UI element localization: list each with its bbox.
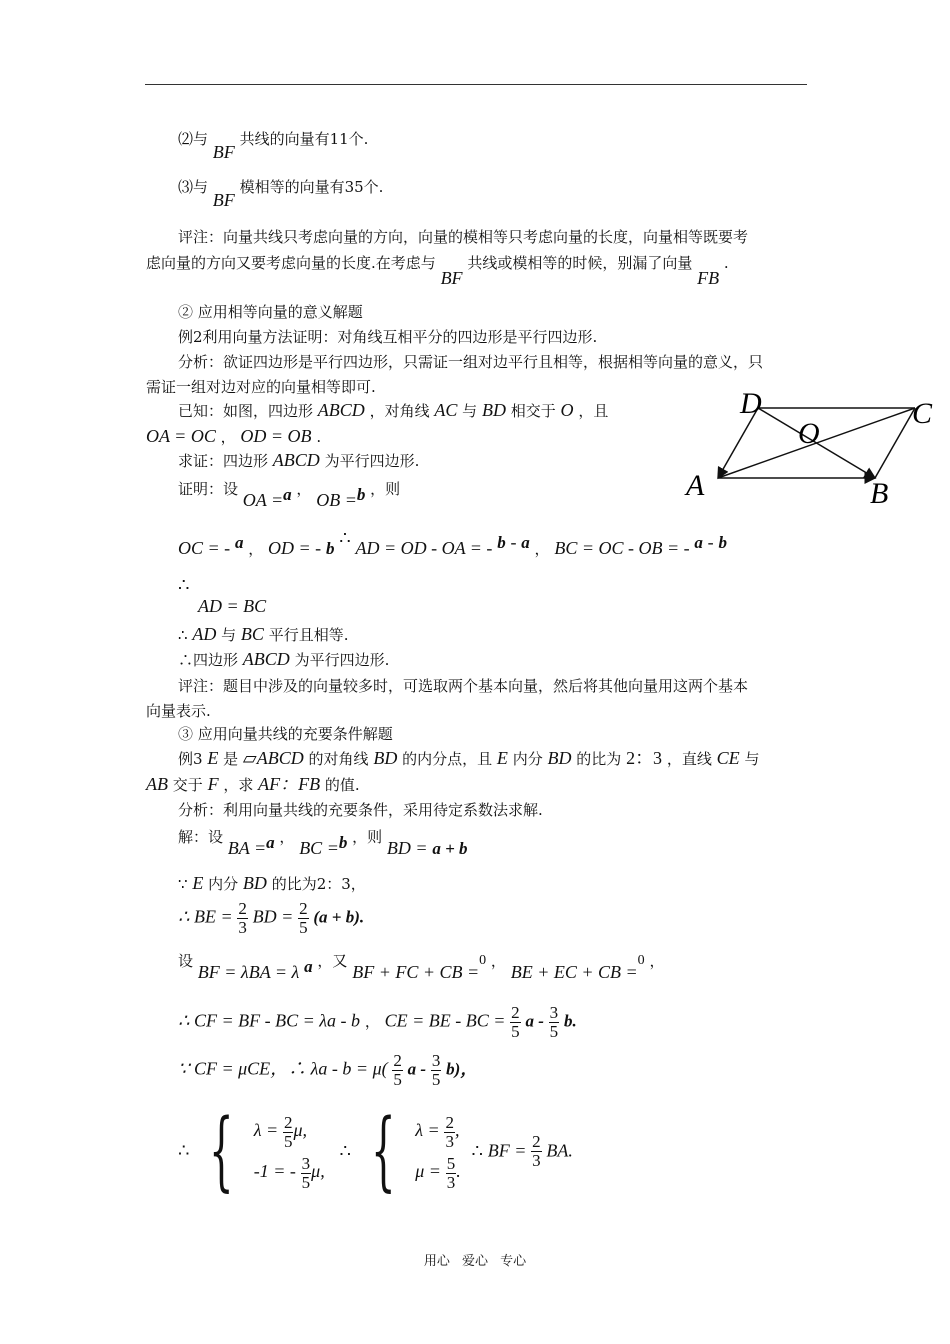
- denominator: 3: [446, 1172, 456, 1192]
- math-ad: AD: [192, 624, 217, 644]
- math-ad-eq-bc: AD = BC: [198, 596, 267, 616]
- math-sum2: BE + EC + CB =: [510, 962, 638, 982]
- vector-a: a: [234, 533, 244, 552]
- because-line: [178, 873, 366, 894]
- section-3-heading: ③ 应用向量共线的充要条件解题: [178, 725, 393, 743]
- math-bc: BC =: [299, 838, 339, 858]
- text: 求证：四边形: [178, 452, 269, 470]
- vector-a: a -: [407, 1059, 427, 1079]
- therefore-symbol: ∴: [178, 1140, 190, 1161]
- math-sum1: BF + FC + CB =: [352, 962, 480, 982]
- line-q3: [178, 176, 384, 210]
- left-brace: {: [370, 1101, 396, 1201]
- mu-line: [178, 1052, 477, 1089]
- text: 证明：设: [178, 480, 239, 498]
- therefore-symbol: ∴: [471, 1140, 483, 1161]
- text: 内分: [512, 750, 543, 768]
- denominator: 5: [511, 1022, 520, 1041]
- text: 的内分点，且: [402, 750, 493, 768]
- example-2: 例2利用向量方法证明：对角线互相平分的四边形是平行四边形.: [178, 328, 598, 346]
- text: 已知：如图，四边形: [178, 402, 314, 420]
- therefore-symbol: ∴: [178, 626, 188, 644]
- fraction-2-3: [531, 1133, 542, 1170]
- math-ce: CE: [716, 748, 740, 768]
- math-mu: μ =: [415, 1161, 441, 1181]
- vector-b: b: [718, 533, 727, 552]
- math-bd: BD: [481, 400, 506, 420]
- fraction-5-3: [446, 1155, 457, 1192]
- therefore-symbol: ∴: [339, 1140, 351, 1161]
- prove-line: [178, 450, 419, 471]
- math-bd: BD: [547, 748, 572, 768]
- system-1: [254, 1110, 325, 1192]
- fraction-2-5: [298, 900, 309, 937]
- minus: -: [707, 532, 714, 552]
- known-equalities: [146, 426, 321, 447]
- denominator: 5: [283, 1131, 293, 1151]
- math-bf: BF =: [487, 1140, 527, 1161]
- math-cf: ∴ CF = BF - BC = λa - b: [178, 1010, 361, 1031]
- text: ，对角线: [369, 402, 430, 420]
- analysis-3: 分析：利用向量共线的充要条件，采用待定系数法求解.: [178, 801, 543, 819]
- zero-vector: 0: [637, 953, 645, 968]
- text: 的比为: [576, 750, 622, 768]
- line-q2: [178, 128, 369, 162]
- text: ，: [220, 428, 236, 446]
- vector-b: b: [497, 533, 506, 552]
- text: 与: [462, 402, 478, 420]
- fraction-2-5: [510, 1004, 521, 1041]
- text: ，求: [223, 776, 254, 794]
- math-lambda: λ =: [253, 1120, 279, 1140]
- section-2-heading: ② 应用相等向量的意义解题: [178, 303, 363, 321]
- vector-a-plus-b: a + b: [432, 839, 468, 858]
- denominator: 5: [299, 918, 308, 937]
- math-ba: BA.: [546, 1140, 573, 1161]
- comma: ,: [454, 1120, 460, 1140]
- math-be: ∴ BE =: [178, 906, 233, 927]
- denominator: 5: [549, 1022, 559, 1041]
- vector-a: a: [283, 485, 292, 504]
- ratio: 2：3: [626, 748, 663, 768]
- text: 是: [223, 750, 239, 768]
- text: ，且: [578, 402, 609, 420]
- math-abcd: ABCD: [242, 649, 290, 669]
- vector-a: a: [304, 957, 313, 976]
- numerator: 2: [283, 1112, 293, 1132]
- vector-sum: (a + b).: [313, 907, 365, 927]
- example-3-line2: [146, 774, 360, 795]
- vector-b: b: [325, 539, 335, 558]
- remark1-text2: 共线或模相等的时候，别漏了向量: [467, 254, 693, 272]
- numerator: 2: [532, 1131, 541, 1151]
- system-2: [415, 1110, 460, 1192]
- header-rule: [145, 84, 807, 85]
- math-parallelogram: ▱ABCD: [242, 748, 304, 768]
- proof-setup: 证明：设 OA =a ， OB =b ，则: [178, 480, 401, 510]
- math-mu: μ,: [293, 1120, 308, 1140]
- text: ，又: [317, 952, 348, 970]
- remark1-line2: [146, 252, 729, 288]
- numerator: 2: [238, 899, 247, 918]
- numerator: 3: [549, 1003, 559, 1022]
- text: ，则: [352, 828, 383, 846]
- remark2-line2: 向量表示.: [146, 702, 211, 720]
- remark1-text: 虑向量的方向又要考虑向量的长度.在考虑与: [146, 254, 436, 272]
- math-af-fb: AF：FB: [258, 774, 321, 794]
- math-mu: μ,: [311, 1161, 325, 1181]
- system-line: [178, 1101, 573, 1201]
- math-e: E: [192, 873, 204, 893]
- denominator: 3: [532, 1150, 541, 1170]
- known-line: [178, 400, 608, 421]
- math-bd: BD: [373, 748, 398, 768]
- text: 的比为2：3，: [271, 875, 366, 893]
- label-o: O: [798, 417, 820, 450]
- period: .: [456, 1161, 461, 1181]
- math-bf: BF = λBA = λ: [197, 962, 300, 982]
- equation-line-1: OC = - a ， OD = - b ∴ AD = OD - OA = - b - a ， BC = OC - OB = - a - b: [178, 528, 727, 558]
- numerator: 2: [393, 1051, 402, 1070]
- denominator: 3: [445, 1131, 454, 1151]
- math-od-ob: OD = OB: [240, 426, 312, 446]
- label-c: C: [912, 397, 933, 430]
- vector-bf: BF: [212, 142, 235, 162]
- math-bc: BC: [240, 624, 264, 644]
- analysis-2-line1: 分析：欲证四边形是平行四边形，只需证一组对边平行且相等，根据相等向量的意义，只: [178, 353, 764, 371]
- fraction-3-5: [301, 1155, 312, 1192]
- solution-setup: 解：设 BA =a ， BC =b ，则 BD = a + b: [178, 828, 468, 858]
- vector-a: a -: [525, 1011, 544, 1031]
- numerator: 3: [301, 1153, 311, 1173]
- numerator: 5: [446, 1153, 456, 1173]
- therefore-symbol: ∴: [178, 575, 190, 595]
- math-mu: ∵ CF = μCE，∴ λa - b = μ(: [178, 1058, 388, 1079]
- text: ，直线: [666, 750, 712, 768]
- text: .: [316, 428, 322, 446]
- cf-ce-line: ∴ CF = BF - BC = λa - b ， CE = BE - BC = $\frac{2}{5}$ a - $\frac{3}{5}$ b.: [178, 1003, 577, 1041]
- fraction-3-5: [549, 1004, 560, 1041]
- denominator: 5: [301, 1172, 311, 1192]
- math-bd: BD: [242, 873, 267, 893]
- vector-a: a: [266, 833, 275, 852]
- vector-bf: BF: [440, 268, 463, 288]
- text: 为平行四边形.: [294, 651, 390, 669]
- text: 与: [221, 626, 237, 644]
- q2-label: ⑵与: [178, 130, 209, 148]
- left-brace: {: [209, 1101, 234, 1201]
- be-equation: [178, 900, 364, 937]
- vector-a: a: [521, 533, 530, 552]
- math-lambda: λ =: [415, 1120, 440, 1140]
- fraction-2-3: [444, 1114, 455, 1151]
- vector-bf: BF: [212, 190, 235, 210]
- math-ba: BA =: [227, 838, 267, 858]
- fraction-2-3: [237, 900, 248, 937]
- remark2-line1: 评注：题目中涉及的向量较多时，可选取两个基本向量，然后将其他向量用这两个基本: [178, 677, 749, 695]
- math-bd: BD =: [252, 906, 294, 927]
- numerator: 2: [445, 1112, 454, 1132]
- conclusion-line: [178, 649, 389, 670]
- text: ∴四边形: [178, 651, 239, 669]
- denominator: 5: [393, 1070, 402, 1089]
- therefore-symbol: ∴: [339, 528, 351, 548]
- math-od: OD = -: [268, 538, 322, 558]
- math-ac: AC: [434, 400, 458, 420]
- remark1-line1: 评注：向量共线只考虑向量的方向，向量的模相等只考虑向量的长度，向量相等既要考: [178, 228, 749, 246]
- math-bd: BD =: [386, 838, 428, 858]
- q3-label: ⑶与: [178, 178, 209, 196]
- text: 的值.: [324, 776, 360, 794]
- math-e: E: [496, 748, 508, 768]
- math-f: F: [207, 774, 219, 794]
- text: 相交于: [510, 402, 556, 420]
- math-o: O: [560, 400, 574, 420]
- denominator: 5: [431, 1070, 441, 1089]
- text: 内分: [208, 875, 239, 893]
- math-ce: CE = BE - BC =: [384, 1010, 506, 1031]
- math-ob: OB =: [316, 490, 357, 510]
- numerator: 2: [511, 1003, 520, 1022]
- numerator: 3: [431, 1051, 441, 1070]
- period: .: [723, 254, 729, 272]
- denominator: 3: [238, 918, 247, 937]
- page-footer: 用心 爱心 专心: [423, 1254, 527, 1269]
- math-ab: AB: [146, 774, 168, 794]
- vector-b: b.: [563, 1011, 577, 1031]
- label-b: B: [870, 477, 889, 510]
- text: 与: [744, 750, 760, 768]
- fraction-2-5: [392, 1052, 403, 1089]
- zero-vector: 0: [479, 953, 487, 968]
- math-bc: BC = OC - OB = -: [554, 538, 690, 558]
- fraction-3-5: [431, 1052, 442, 1089]
- vector-b: b)，: [446, 1059, 478, 1079]
- example-3-line1: [178, 748, 759, 769]
- set-bf-line: 设 BF = λBA = λ a ，又 BF + FC + CB =0 ， BE + EC + CB =0 ，: [178, 952, 665, 982]
- numerator: 2: [299, 899, 308, 918]
- therefore-ad-bc: [178, 575, 266, 617]
- vector-b: b: [356, 485, 366, 504]
- fraction-2-5: [283, 1114, 294, 1151]
- math-abcd: ABCD: [317, 400, 365, 420]
- text: 解：设: [178, 828, 224, 846]
- vector-a: a: [694, 533, 703, 552]
- q3-text: 模相等的向量有35个.: [239, 178, 384, 196]
- analysis-2-line2: 需证一组对边对应的向量相等即可.: [146, 378, 376, 396]
- math-oc: OC = -: [178, 538, 231, 558]
- parallelogram-figure: [680, 385, 945, 510]
- minus: -: [510, 532, 517, 552]
- text: 的对角线: [308, 750, 369, 768]
- vector-fb: FB: [697, 268, 720, 288]
- text: 为平行四边形.: [324, 452, 420, 470]
- label-a: A: [686, 469, 705, 502]
- math-oa: OA =: [242, 490, 284, 510]
- q2-text: 共线的向量有11个.: [239, 130, 369, 148]
- because-symbol: ∵: [178, 875, 188, 893]
- edge-cb: [875, 408, 915, 478]
- text: ，则: [370, 480, 401, 498]
- text: 交于: [172, 776, 203, 794]
- text: 例3: [178, 750, 203, 768]
- text: 平行且相等.: [268, 626, 349, 644]
- label-d: D: [740, 387, 762, 420]
- math-ad: AD = OD - OA = -: [355, 538, 493, 558]
- math-oa-oc: OA = OC: [146, 426, 216, 446]
- math-minus-one: -1 = -: [253, 1161, 296, 1181]
- vector-b: b: [338, 833, 348, 852]
- math-abcd: ABCD: [272, 450, 320, 470]
- math-e: E: [207, 748, 219, 768]
- parallel-line: [178, 624, 348, 645]
- text: 设: [178, 952, 194, 970]
